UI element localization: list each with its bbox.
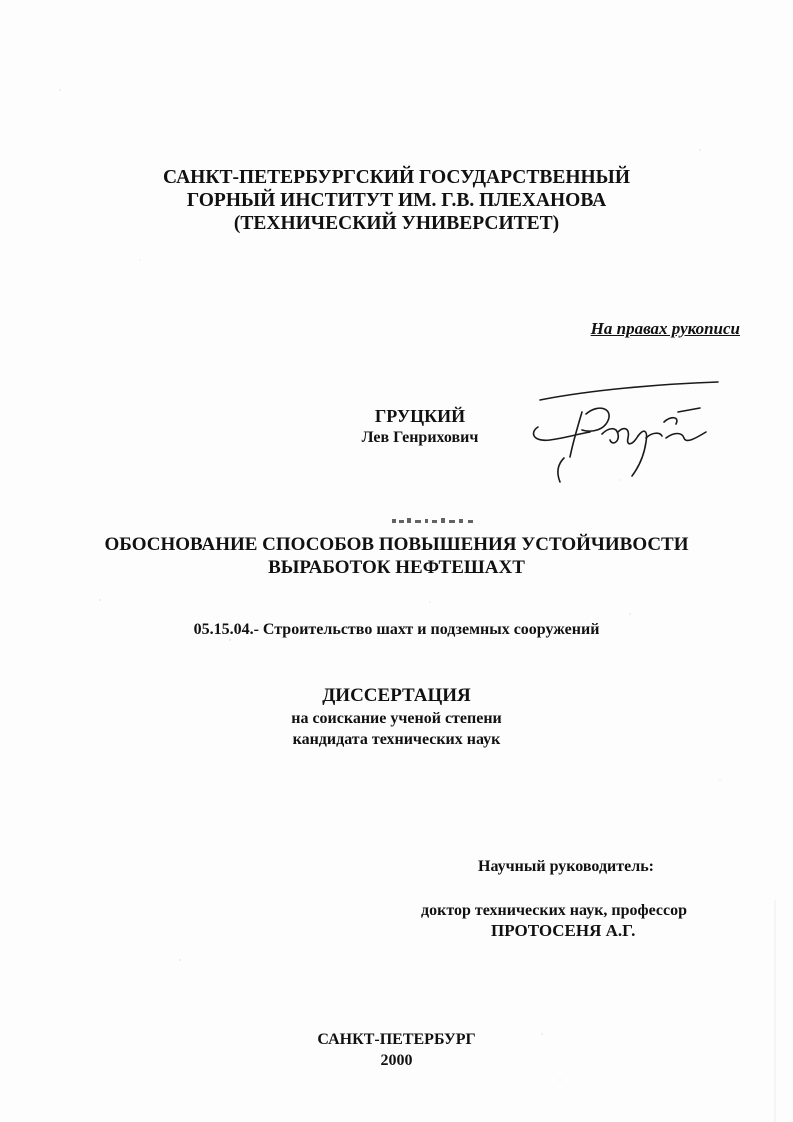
title-line-1: ОБОСНОВАНИЕ СПОСОБОВ ПОВЫШЕНИЯ УСТОЙЧИВОСТИ: [104, 534, 689, 555]
handwritten-signature: [520, 372, 725, 494]
institution-line-1: САНКТ-ПЕТЕРБУРГСКИЙ ГОСУДАРСТВЕННЫЙ: [162, 167, 630, 188]
institution-line-3: (ТЕХНИЧЕСКИЙ УНИВЕРСИТЕТ): [233, 213, 560, 234]
dissertation-line-2: кандидата технических наук: [292, 731, 501, 748]
footer-year: 2000: [380, 1052, 413, 1069]
dissertation-title: [0, 533, 793, 579]
supervisor-label: Научный руководитель:: [478, 858, 654, 875]
faint-stamp-mark: [390, 514, 485, 528]
dissertation-line-1: на соискание ученой степени: [291, 710, 502, 727]
author-surname: ГРУЦКИЙ: [374, 406, 466, 426]
specialty-code: 05.15.04.- Строительство шахт и подземных сооружений: [193, 621, 600, 638]
manuscript-note: На правах рукописи: [590, 319, 740, 338]
footer-city: САНКТ-ПЕТЕРБУРГ: [317, 1031, 476, 1048]
institution-line-2: ГОРНЫЙ ИНСТИТУТ ИМ. Г.В. ПЛЕХАНОВА: [186, 190, 607, 211]
dissertation-block: [0, 684, 793, 750]
institution-header: [0, 166, 793, 235]
footer-block: [0, 1029, 793, 1071]
supervisor-name: ПРОТОСЕНЯ А.Г.: [491, 921, 636, 940]
title-line-2: ВЫРАБОТОК НЕФТЕШАХТ: [268, 557, 525, 578]
supervisor-degree: доктор технических наук, профессор: [421, 902, 688, 919]
author-given-names: Лев Генрихович: [361, 429, 479, 446]
dissertation-heading: ДИССЕРТАЦИЯ: [322, 685, 471, 706]
